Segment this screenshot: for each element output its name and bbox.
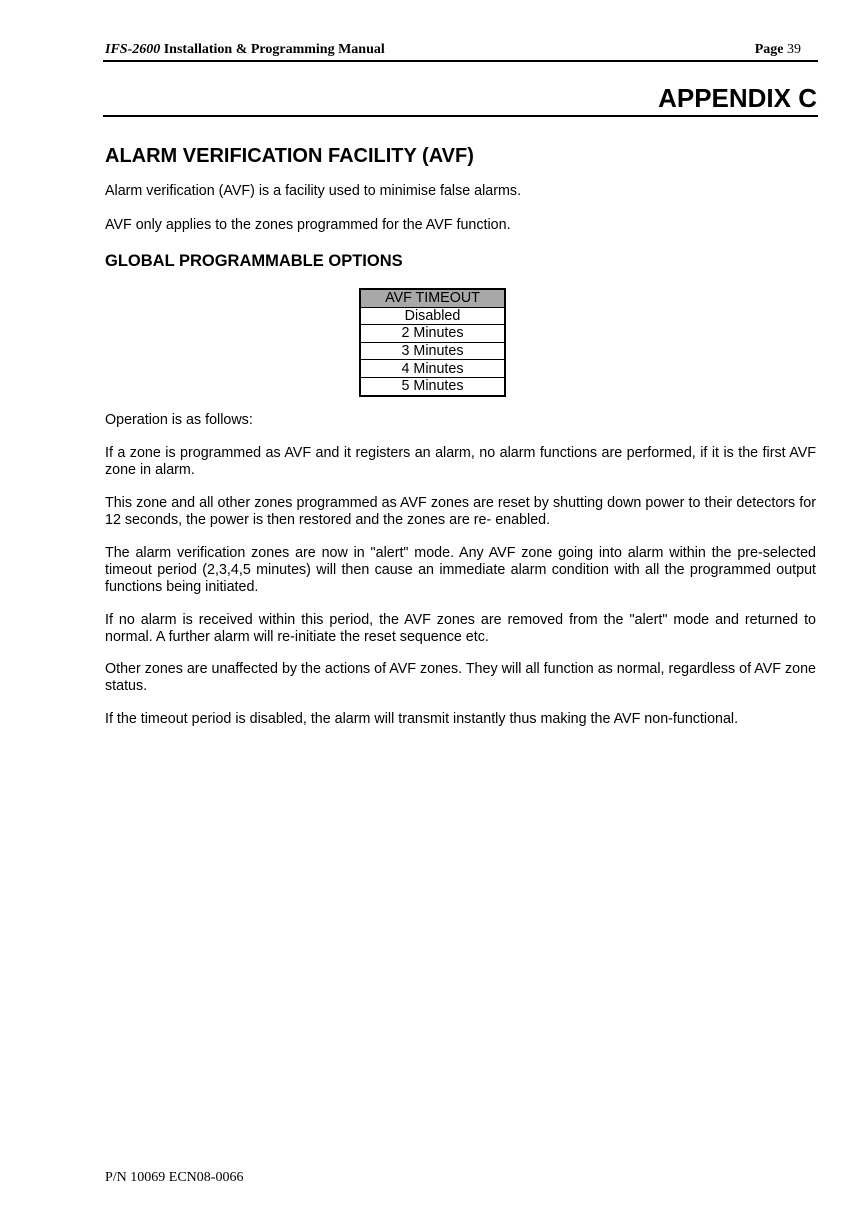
product-name: IFS-2600 — [105, 42, 161, 57]
appendix-rule — [103, 115, 818, 117]
table-row — [360, 325, 505, 343]
table-row — [360, 377, 505, 395]
table-row — [360, 360, 505, 378]
manual-title — [105, 42, 385, 58]
page-header — [105, 42, 817, 62]
body-paragraph: If no alarm is received within this period, the AVF zones are removed from the "alert" mode and returned to normal. A further alarm will re-initiate the reset sequence etc. — [105, 612, 816, 645]
header-rule — [103, 60, 818, 62]
table-row — [360, 342, 505, 360]
table-cell: 3 Minutes — [360, 342, 505, 360]
body-paragraph: The alarm verification zones are now in "alert" mode. Any AVF zone going into alarm within the pre-selected timeout period (2,3,4,5 minutes) will then cause an immediate alarm condition with all the programmed output functions being initiated. — [105, 545, 816, 595]
page-label: Page — [754, 42, 784, 57]
table-header-row — [360, 289, 505, 307]
page-indicator — [755, 42, 801, 58]
table-cell: Disabled — [360, 307, 505, 325]
body-paragraph: If the timeout period is disabled, the alarm will transmit instantly thus making the AVF non-functional. — [105, 711, 739, 727]
body-paragraph: If a zone is programmed as AVF and it registers an alarm, no alarm functions are performed, if it is the first AVF zone in alarm. — [105, 445, 816, 478]
avf-timeout-table — [359, 288, 506, 397]
section-title: ALARM VERIFICATION FACILITY (AVF) — [105, 145, 474, 167]
manual-name: Installation & Programming Manual — [160, 42, 385, 57]
table-cell: 2 Minutes — [360, 325, 505, 343]
body-paragraph: Other zones are unaffected by the actions of AVF zones. They will all function as normal, regardless of AVF zone status. — [105, 661, 816, 694]
body-paragraph: This zone and all other zones programmed as AVF zones are reset by shutting down power to their detectors for 12 seconds, the power is then restored and the zones are re- enabled. — [105, 495, 816, 528]
page-number: 39 — [787, 42, 801, 57]
table-header-cell: AVF TIMEOUT — [360, 289, 505, 307]
intro-paragraph: AVF only applies to the zones programmed for the AVF function. — [105, 217, 511, 233]
page-footer: P/N 10069 ECN08-0066 — [105, 1170, 244, 1185]
subsection-title: GLOBAL PROGRAMMABLE OPTIONS — [105, 252, 403, 270]
appendix-title: APPENDIX C — [658, 83, 817, 113]
body-paragraph: Operation is as follows: — [105, 412, 253, 428]
table-row — [360, 307, 505, 325]
intro-paragraph: Alarm verification (AVF) is a facility used to minimise false alarms. — [105, 183, 522, 199]
table-cell: 4 Minutes — [360, 360, 505, 378]
table-cell: 5 Minutes — [360, 377, 505, 395]
